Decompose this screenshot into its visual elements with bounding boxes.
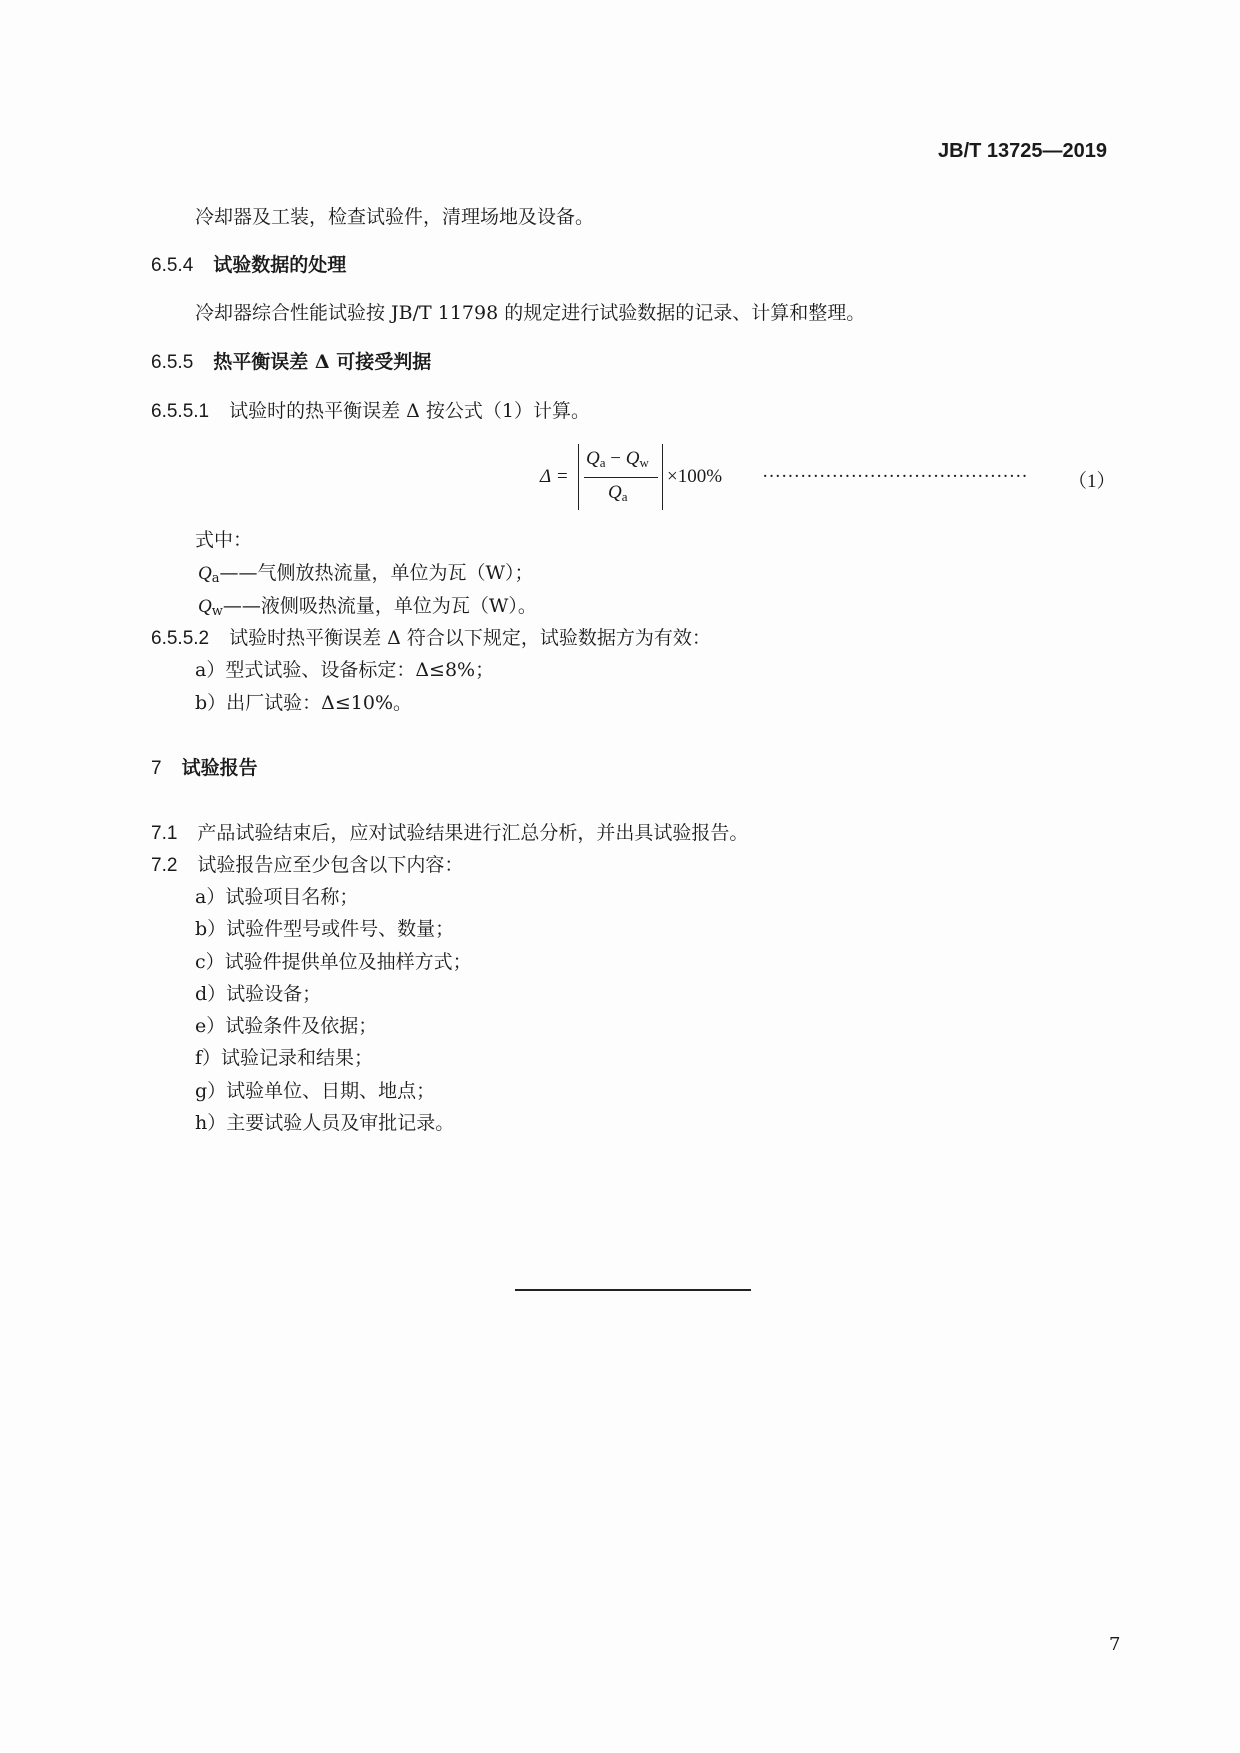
- section-title: 试验报告: [181, 757, 258, 779]
- equation-number: （1）: [1068, 471, 1116, 492]
- list-item: f）试验记录和结果；: [195, 1047, 374, 1069]
- paragraph-6-5-4: 冷却器综合性能试验按 JB/T 11798 的规定进行试验数据的记录、计算和整理。: [195, 302, 866, 324]
- where-label: 式中：: [195, 529, 253, 551]
- section-title: 试验数据的处理: [213, 254, 347, 276]
- equals-sign: =: [557, 466, 568, 487]
- list-item: d）试验设备；: [195, 983, 322, 1005]
- end-of-document-rule: [515, 1289, 751, 1291]
- clause-number: 7.1: [151, 823, 178, 844]
- list-item: a）型式试验、设备标定：Δ≤8%；: [195, 659, 495, 681]
- times-100-percent: ×100%: [667, 466, 723, 487]
- clause-number: 7.2: [151, 855, 178, 876]
- clause-text: 试验报告应至少包含以下内容：: [197, 854, 464, 876]
- clause-7-2: [151, 853, 463, 878]
- clause-number: 6.5.5.2: [151, 628, 210, 649]
- clause-text: 产品试验结束后，应对试验结果进行汇总分析，并出具试验报告。: [197, 822, 749, 844]
- list-item: b）出厂试验：Δ≤10%。: [195, 692, 413, 714]
- fraction-bar: [584, 477, 658, 478]
- formula-1: [540, 444, 1140, 510]
- list-item: e）试验条件及依据；: [195, 1015, 378, 1037]
- section-heading-6-5-5: [151, 350, 431, 375]
- clause-6-5-5-2: [151, 626, 711, 651]
- clause-6-5-5-1: [151, 399, 590, 424]
- section-heading-7: [151, 756, 258, 781]
- list-item: c）试验件提供单位及抽样方式；: [195, 951, 472, 973]
- variable-definition: $Q_a——$气侧放热流量，单位为瓦（W）；: [198, 562, 534, 586]
- clause-number: 6.5.5.1: [151, 401, 210, 422]
- continuation-text: 冷却器及工装，检查试验件，清理场地及设备。: [195, 206, 595, 228]
- abs-bar-left: [578, 444, 579, 510]
- list-item: b）试验件型号或件号、数量；: [195, 918, 455, 940]
- variable-definition: $Q_w——$液侧吸热流量，单位为瓦（W）。: [198, 595, 537, 619]
- standard-code: JB/T 13725—2019: [938, 140, 1108, 162]
- section-heading-6-5-4: [151, 253, 346, 278]
- list-item: a）试验项目名称；: [195, 886, 359, 908]
- clause-text: 试验时热平衡误差 Δ 符合以下规定，试验数据方为有效：: [229, 627, 711, 649]
- page-number: 7: [1109, 1634, 1121, 1655]
- dot-leader: ··········································: [762, 466, 1028, 487]
- denominator: $Q_a$: [608, 482, 628, 504]
- clause-7-1: [151, 821, 748, 846]
- numerator: $Q_a - Q_w$: [586, 448, 649, 470]
- section-number: 7: [151, 758, 162, 779]
- abs-bar-right: [662, 444, 663, 510]
- list-item: g）试验单位、日期、地点；: [195, 1080, 436, 1102]
- clause-text: 试验时的热平衡误差 Δ 按公式（1）计算。: [229, 400, 590, 422]
- section-title: 热平衡误差 Δ 可接受判据: [213, 351, 432, 373]
- delta-symbol: Δ: [540, 466, 552, 487]
- list-item: h）主要试验人员及审批记录。: [195, 1112, 455, 1134]
- section-number: 6.5.5: [151, 352, 194, 373]
- section-number: 6.5.4: [151, 255, 194, 276]
